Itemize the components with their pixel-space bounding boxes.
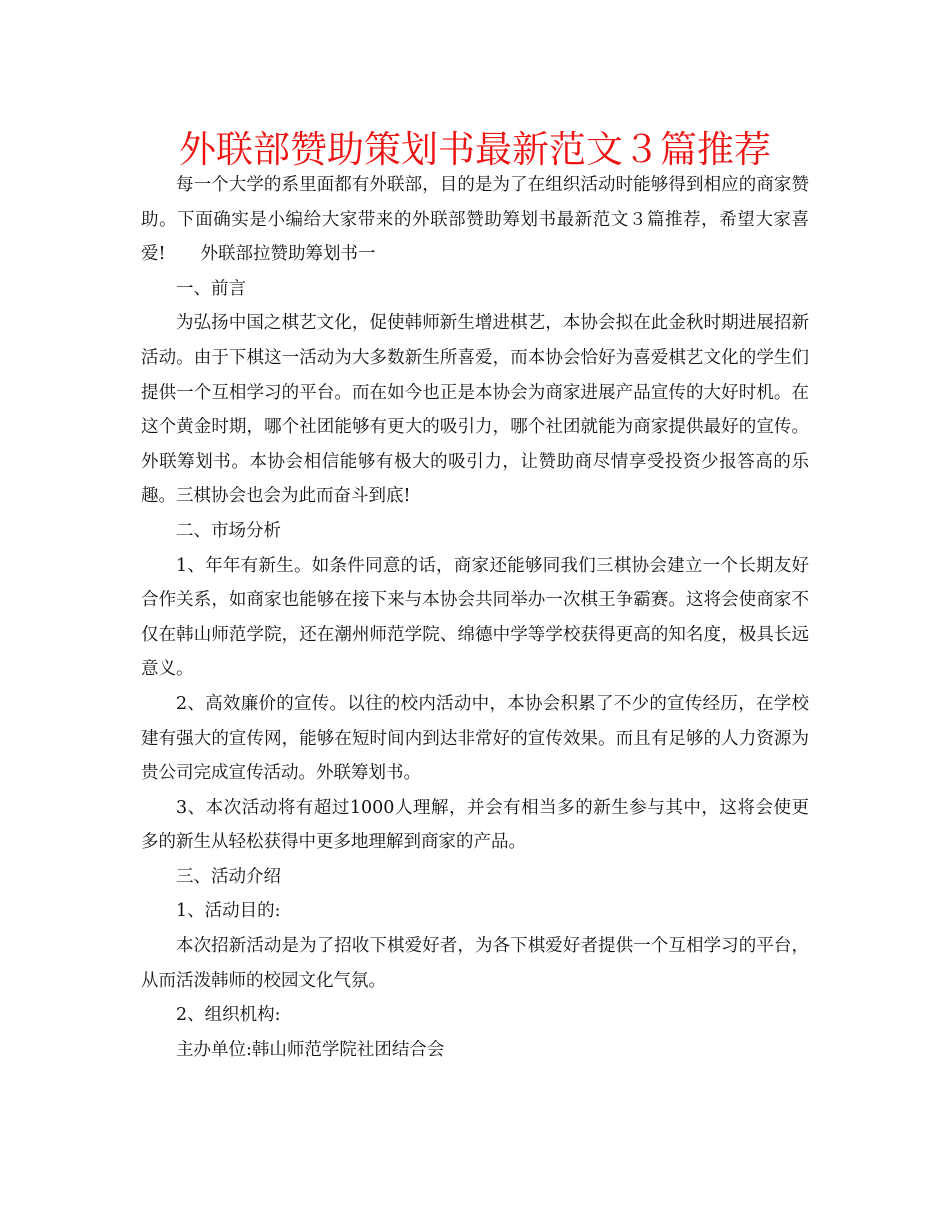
section-heading-preface: 一、前言	[176, 278, 246, 299]
paragraph-preface: 为弘扬中国之棋艺文化，促使韩师新生增进棋艺，本协会拟在此金秋时期进展招新活动。由于下棋这一活动为大多数新生所喜爱，而本协会恰好为喜爱棋艺文化的学生们提供一个互相学习的平台。而在如今也正是本协会为商家进展产品宣传的大好时机。在这个黄金时期，哪个社团能够有更大的吸引力，哪个社团就能为商家提供最好的宣传。外联筹划书。本协会相信能够有极大的吸引力，让赞助商尽情享受投资少报答高的乐趣。三棋协会也会为此而奋斗到底!	[141, 313, 809, 507]
paragraph-activity-purpose: 本次招新活动是为了招收下棋爱好者，为各下棋爱好者提供一个互相学习的平台，从而活泼韩师的校园文化气氛。	[141, 936, 809, 991]
subheading-activity-purpose: 1、活动目的:	[176, 901, 281, 922]
section-heading-activity: 三、活动介绍	[176, 866, 281, 887]
section-heading-market-analysis: 二、市场分析	[176, 520, 281, 541]
paragraph-intro: 每一个大学的系里面都有外联部，目的是为了在组织活动时能够得到相应的商家赞助。下面确实是小编给大家带来的外联部赞助筹划书最新范文３篇推荐，希望大家喜爱! 外联部拉赞助筹划书一	[141, 175, 809, 265]
document-title: 外联部赞助策划书最新范文３篇推荐	[179, 128, 771, 171]
paragraph-market-2: 2、高效廉价的宣传。以往的校内活动中，本协会积累了不少的宣传经历，在学校建有强大的宣传网，能够在短时间内到达非常好的宣传效果。而且有足够的人力资源为贵公司完成宣传活动。外联筹划书。	[141, 693, 809, 784]
paragraph-market-1: 1、年年有新生。如条件同意的话，商家还能够同我们三棋协会建立一个长期友好合作关系，如商家也能够在接下来与本协会共同举办一次棋王争霸赛。这将会使商家不仅在韩山师范学院，还在潮州师范学院、绵德中学等学校获得更高的知名度，极具长远意义。	[141, 555, 809, 680]
document-body	[141, 168, 809, 1067]
paragraph-market-3: 3、本次活动将有超过1000人理解，并会有相当多的新生参与其中，这将会使更多的新生从轻松获得中更多地理解到商家的产品。	[141, 797, 809, 853]
subheading-organization: 2、组织机构:	[176, 1005, 281, 1026]
paragraph-organizer: 主办单位:韩山师范学院社团结合会	[176, 1039, 445, 1060]
